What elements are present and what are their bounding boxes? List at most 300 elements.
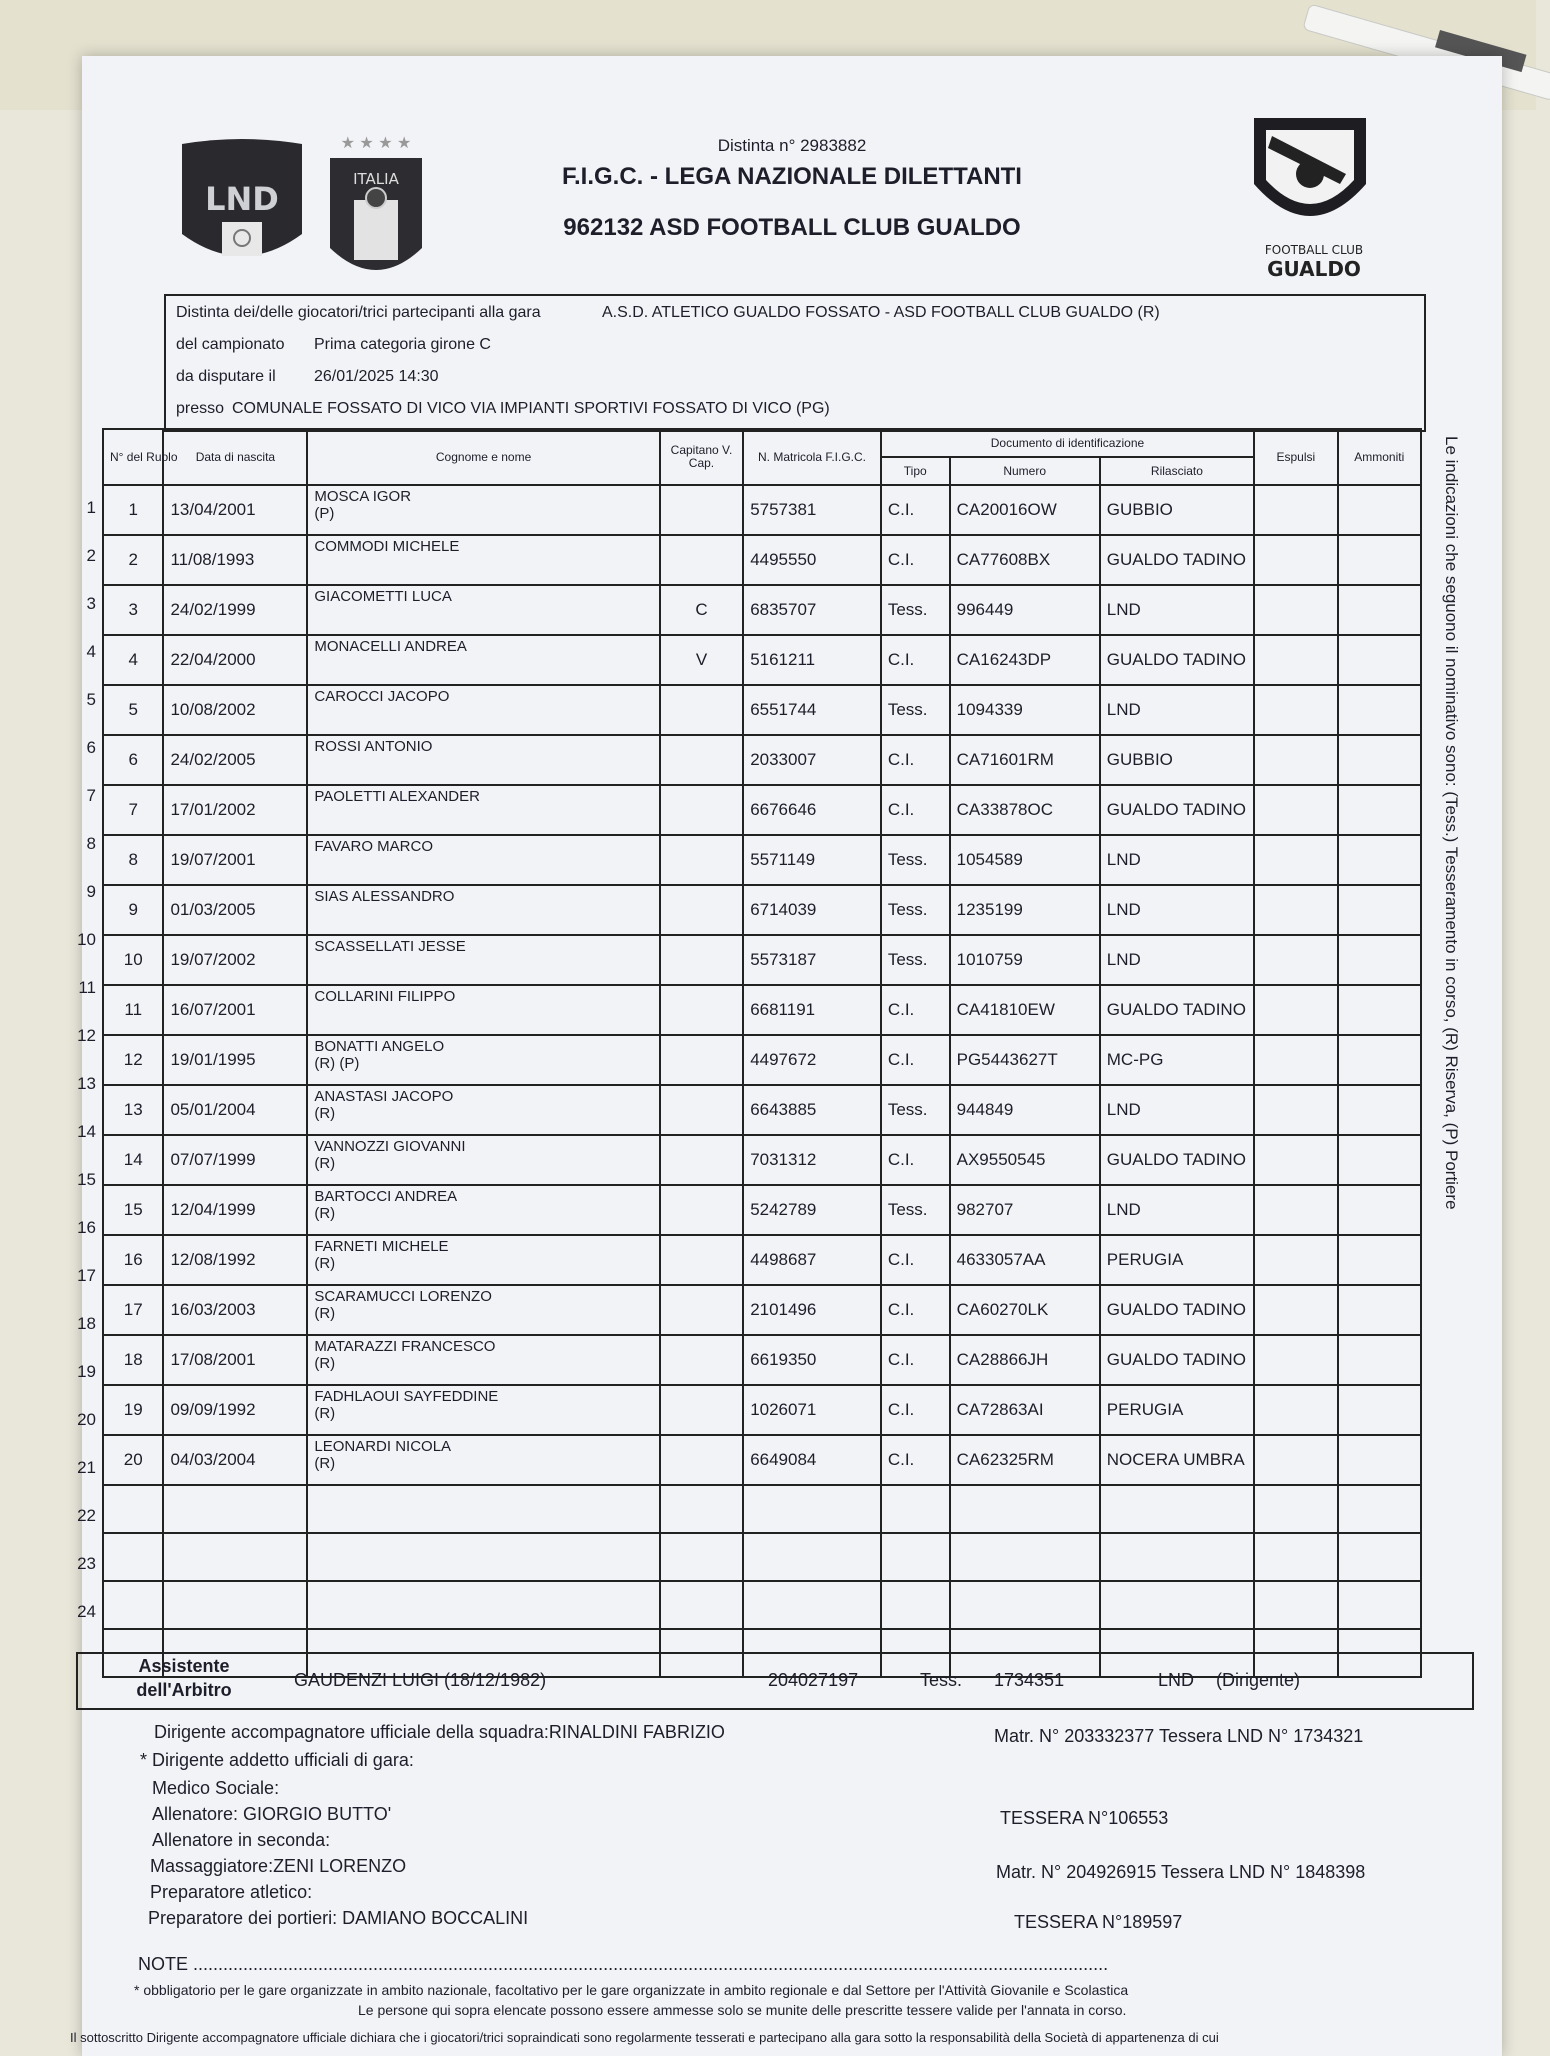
cell-ammoniti (1338, 735, 1421, 785)
cell-ammoniti (1338, 835, 1421, 885)
player-name: SCARAMUCCI LORENZO (314, 1288, 492, 1305)
date-label: da disputare il (176, 368, 276, 385)
cell-rilasciato: LND (1100, 1185, 1254, 1235)
table-row (103, 1285, 1421, 1335)
cell-numero: CA20016OW (950, 485, 1100, 535)
cell-nome (307, 1235, 659, 1285)
empty-cell (307, 1485, 659, 1533)
cell-matricola: 5573187 (743, 935, 881, 985)
cell-cap (660, 785, 743, 835)
cell-ammoniti (1338, 535, 1421, 585)
cell-nascita: 17/01/2002 (163, 785, 307, 835)
player-name: ANASTASI JACOPO (314, 1088, 454, 1105)
assistant-ruolo: (Dirigente) (1216, 1670, 1301, 1690)
row-number: 20 (77, 1410, 96, 1429)
col-espulsi: Espulsi (1254, 429, 1337, 485)
row-number: 3 (86, 594, 96, 613)
col-nascita: Data di nascita (163, 429, 307, 485)
pen-icon (1290, 0, 1550, 60)
cell-numero: CA72863AI (950, 1385, 1100, 1435)
cell-matricola: 4498687 (743, 1235, 881, 1285)
cell-matricola: 6649084 (743, 1435, 881, 1485)
row-number: 7 (86, 786, 96, 805)
cell-matricola: 5571149 (743, 835, 881, 885)
cell-ruolo: 5 (103, 685, 163, 735)
row-number: 8 (86, 834, 96, 853)
row-number: 5 (86, 690, 96, 709)
championship-label: del campionato (176, 336, 285, 353)
table-row (103, 535, 1421, 585)
cell-numero: 996449 (950, 585, 1100, 635)
cell-ammoniti (1338, 635, 1421, 685)
empty-cell (307, 1581, 659, 1629)
cell-cap (660, 1285, 743, 1335)
cell-cap (660, 835, 743, 885)
cell-rilasciato: GUALDO TADINO (1100, 535, 1254, 585)
assistant-matricola: 204027197 (768, 1670, 859, 1690)
cell-numero: CA16243DP (950, 635, 1100, 685)
cell-nascita: 24/02/2005 (163, 735, 307, 785)
cell-nome (307, 485, 659, 535)
player-name: PAOLETTI ALEXANDER (314, 788, 480, 805)
cell-tipo: C.I. (881, 735, 950, 785)
cell-numero: CA77608BX (950, 535, 1100, 585)
allenatore-seconda: Allenatore in seconda: (152, 1830, 331, 1850)
cell-matricola: 4495550 (743, 535, 881, 585)
cell-espulsi (1254, 885, 1337, 935)
cell-cap (660, 1135, 743, 1185)
cell-rilasciato: LND (1100, 835, 1254, 885)
svg-text:★ ★ ★ ★: ★ ★ ★ ★ (340, 135, 412, 152)
cell-numero: CA71601RM (950, 735, 1100, 785)
row-number: 22 (77, 1506, 96, 1525)
col-capitano: Capitano V. Cap. (660, 429, 743, 485)
cell-ammoniti (1338, 1235, 1421, 1285)
cell-nascita: 19/07/2002 (163, 935, 307, 985)
empty-cell (163, 1581, 307, 1629)
cell-nascita: 12/04/1999 (163, 1185, 307, 1235)
row-number: 24 (77, 1602, 96, 1621)
cell-tipo: C.I. (881, 985, 950, 1035)
cell-nome (307, 635, 659, 685)
row-number: 18 (77, 1314, 96, 1333)
col-tipo: Tipo (881, 457, 950, 485)
empty-cell (163, 1485, 307, 1533)
cell-cap (660, 1235, 743, 1285)
cell-nascita: 17/08/2001 (163, 1335, 307, 1385)
row-number: 13 (77, 1074, 96, 1093)
cell-nome (307, 1435, 659, 1485)
cell-ammoniti (1338, 1135, 1421, 1185)
cell-ruolo: 9 (103, 885, 163, 935)
cell-tipo: Tess. (881, 935, 950, 985)
cell-espulsi (1254, 535, 1337, 585)
venue-label: presso (176, 400, 225, 417)
cell-nascita: 13/04/2001 (163, 485, 307, 535)
cell-rilasciato: GUALDO TADINO (1100, 1285, 1254, 1335)
table-row (103, 735, 1421, 785)
cell-nascita: 24/02/1999 (163, 585, 307, 635)
cell-nascita: 07/07/1999 (163, 1135, 307, 1185)
empty-cell (881, 1581, 950, 1629)
cell-nome (307, 1335, 659, 1385)
cell-nome (307, 935, 659, 985)
cell-ammoniti (1338, 585, 1421, 635)
player-name: CAROCCI JACOPO (314, 688, 450, 705)
portieri-tessera: TESSERA N°189597 (1014, 1912, 1183, 1932)
col-rilasciato: Rilasciato (1100, 457, 1254, 485)
cell-tipo: Tess. (881, 885, 950, 935)
players-table (102, 428, 1422, 1678)
cell-espulsi (1254, 735, 1337, 785)
cell-tipo: Tess. (881, 1185, 950, 1235)
cell-tipo: C.I. (881, 485, 950, 535)
cell-numero: 1235199 (950, 885, 1100, 935)
row-number: 6 (86, 738, 96, 757)
player-name: MONACELLI ANDREA (314, 638, 467, 655)
distinta-number: Distinta n° 2983882 (717, 136, 867, 155)
cell-rilasciato: GUBBIO (1100, 485, 1254, 535)
cell-cap (660, 1335, 743, 1385)
cell-tipo: C.I. (881, 1135, 950, 1185)
cell-matricola: 6681191 (743, 985, 881, 1035)
cell-numero: AX9550545 (950, 1135, 1100, 1185)
cell-cap (660, 1085, 743, 1135)
empty-cell (1338, 1533, 1421, 1581)
cell-rilasciato: PERUGIA (1100, 1235, 1254, 1285)
cell-nome (307, 835, 659, 885)
cell-nascita: 22/04/2000 (163, 635, 307, 685)
cell-ammoniti (1338, 785, 1421, 835)
cell-ruolo: 18 (103, 1335, 163, 1385)
cell-rilasciato: GUALDO TADINO (1100, 985, 1254, 1035)
dirigente-addetto: * Dirigente addetto ufficiali di gara: (140, 1750, 414, 1770)
cell-tipo: C.I. (881, 785, 950, 835)
player-name: COMMODI MICHELE (314, 538, 460, 555)
match-date: 26/01/2025 14:30 (314, 368, 439, 385)
cell-tipo: C.I. (881, 535, 950, 585)
table-row (103, 785, 1421, 835)
cell-tipo: C.I. (881, 1335, 950, 1385)
cell-ruolo: 8 (103, 835, 163, 885)
table-row (103, 985, 1421, 1035)
cell-ruolo: 4 (103, 635, 163, 685)
player-note: (R) (314, 1155, 336, 1172)
cell-cap (660, 685, 743, 735)
row-number: 17 (77, 1266, 96, 1285)
cell-tipo: Tess. (881, 585, 950, 635)
empty-cell (1338, 1581, 1421, 1629)
empty-cell (1254, 1533, 1337, 1581)
cell-espulsi (1254, 1085, 1337, 1135)
cell-espulsi (1254, 1035, 1337, 1085)
player-name: BARTOCCI ANDREA (314, 1188, 458, 1205)
cell-ammoniti (1338, 485, 1421, 535)
cell-ruolo: 14 (103, 1135, 163, 1185)
cell-ammoniti (1338, 685, 1421, 735)
cell-rilasciato: GUALDO TADINO (1100, 635, 1254, 685)
cell-nome (307, 685, 659, 735)
cell-ruolo: 10 (103, 935, 163, 985)
cell-ruolo: 6 (103, 735, 163, 785)
empty-cell (103, 1533, 163, 1581)
row-number: 16 (77, 1218, 96, 1237)
assistant-label-2: dell'Arbitro (136, 1680, 232, 1700)
empty-cell (163, 1533, 307, 1581)
row-number: 10 (77, 930, 96, 949)
empty-cell (881, 1485, 950, 1533)
player-note: (R) (314, 1105, 336, 1122)
players-label: Distinta dei/delle giocatori/trici partecipanti alla gara (176, 304, 541, 321)
cell-matricola: 5242789 (743, 1185, 881, 1235)
cell-tipo: C.I. (881, 1435, 950, 1485)
preparatore-atletico: Preparatore atletico: (150, 1882, 313, 1902)
cell-matricola: 6643885 (743, 1085, 881, 1135)
cell-nome (307, 1035, 659, 1085)
team-sheet (70, 56, 1502, 2056)
cell-rilasciato: LND (1100, 1085, 1254, 1135)
cell-matricola: 6714039 (743, 885, 881, 935)
cell-matricola: 6835707 (743, 585, 881, 635)
cell-ammoniti (1338, 1085, 1421, 1135)
cell-espulsi (1254, 785, 1337, 835)
empty-cell (1254, 1485, 1337, 1533)
empty-cell (1254, 1581, 1337, 1629)
empty-cell (103, 1581, 163, 1629)
cell-cap (660, 1185, 743, 1235)
empty-cell (950, 1533, 1100, 1581)
cell-matricola: 7031312 (743, 1135, 881, 1185)
cell-cap (660, 735, 743, 785)
cell-numero: CA41810EW (950, 985, 1100, 1035)
row-number: 11 (78, 978, 96, 997)
row-number: 19 (77, 1362, 96, 1381)
player-note: (P) (314, 505, 335, 522)
empty-cell (1100, 1533, 1254, 1581)
cell-nascita: 16/07/2001 (163, 985, 307, 1035)
row-number: 2 (86, 546, 96, 565)
assistant-name: GAUDENZI LUIGI (18/12/1982) (294, 1670, 547, 1690)
cell-matricola: 6676646 (743, 785, 881, 835)
cell-cap (660, 985, 743, 1035)
player-name: ROSSI ANTONIO (314, 738, 433, 755)
empty-cell (1338, 1485, 1421, 1533)
massaggiatore-tessera: Matr. N° 204926915 Tessera LND N° 1848398 (996, 1862, 1366, 1882)
cell-cap (660, 885, 743, 935)
cell-espulsi (1254, 1235, 1337, 1285)
cell-cap (660, 935, 743, 985)
cell-cap: C (660, 585, 743, 635)
empty-row (103, 1581, 1421, 1629)
table-row (103, 935, 1421, 985)
cell-nascita: 05/01/2004 (163, 1085, 307, 1135)
cell-ruolo: 2 (103, 535, 163, 585)
allenatore-tessera: TESSERA N°106553 (1000, 1808, 1169, 1828)
cell-ammoniti (1338, 985, 1421, 1035)
cell-numero: 944849 (950, 1085, 1100, 1135)
empty-row (103, 1485, 1421, 1533)
table-row (103, 1385, 1421, 1435)
player-note: (R) (314, 1205, 336, 1222)
svg-text:GUALDO: GUALDO (1267, 257, 1361, 281)
cell-espulsi (1254, 1435, 1337, 1485)
table-row (103, 1135, 1421, 1185)
cell-rilasciato: NOCERA UMBRA (1100, 1435, 1254, 1485)
table-row (103, 1335, 1421, 1385)
assistant-numero: 1734351 (994, 1670, 1065, 1690)
venue: COMUNALE FOSSATO DI VICO VIA IMPIANTI SPORTIVI FOSSATO DI VICO (PG) (232, 400, 830, 417)
empty-cell (950, 1485, 1100, 1533)
player-name: GIACOMETTI LUCA (314, 588, 452, 605)
cell-tipo: C.I. (881, 1035, 950, 1085)
cell-nome (307, 735, 659, 785)
assistant-label-1: Assistente (138, 1656, 230, 1676)
cell-nascita: 16/03/2003 (163, 1285, 307, 1335)
cell-nome (307, 1185, 659, 1235)
cell-rilasciato: LND (1100, 885, 1254, 935)
player-name: FARNETI MICHELE (314, 1238, 449, 1255)
cell-matricola: 6619350 (743, 1335, 881, 1385)
empty-cell (307, 1533, 659, 1581)
col-nome: Cognome e nome (307, 429, 659, 485)
cell-ammoniti (1338, 1435, 1421, 1485)
cell-ruolo: 20 (103, 1435, 163, 1485)
legend-side-note: Le indicazioni che seguono il nominativo sono: (Tess.) Tesseramento in corso, (R) Riserva, (P) Portiere (1442, 436, 1461, 1210)
cell-matricola: 5757381 (743, 485, 881, 535)
table-row (103, 685, 1421, 735)
player-name: LEONARDI NICOLA (314, 1438, 452, 1455)
cell-tipo: Tess. (881, 685, 950, 735)
cell-matricola: 2033007 (743, 735, 881, 785)
cell-espulsi (1254, 485, 1337, 535)
svg-text:ITALIA: ITALIA (353, 170, 399, 188)
allenatore: Allenatore: GIORGIO BUTTO' (152, 1804, 392, 1824)
cell-ruolo: 3 (103, 585, 163, 635)
cell-espulsi (1254, 1385, 1337, 1435)
cell-tipo: C.I. (881, 1235, 950, 1285)
svg-text:LND: LND (205, 180, 279, 218)
table-row (103, 1435, 1421, 1485)
empty-row (103, 1533, 1421, 1581)
cell-nascita: 11/08/1993 (163, 535, 307, 585)
cell-nascita: 19/01/1995 (163, 1035, 307, 1085)
cell-espulsi (1254, 1285, 1337, 1335)
cell-rilasciato: PERUGIA (1100, 1385, 1254, 1435)
player-note: (R) (314, 1405, 336, 1422)
cell-matricola: 5161211 (743, 635, 881, 685)
preparatore-portieri: Preparatore dei portieri: DAMIANO BOCCALINI (148, 1908, 529, 1928)
lnd-logo-icon (178, 138, 306, 278)
cell-espulsi (1254, 635, 1337, 685)
cell-espulsi (1254, 935, 1337, 985)
col-ruolo: N° del Ruolo (103, 429, 163, 485)
cell-tipo: C.I. (881, 635, 950, 685)
table-row (103, 1035, 1421, 1085)
table-row (103, 835, 1421, 885)
cell-nascita: 09/09/1992 (163, 1385, 307, 1435)
cell-numero: 1094339 (950, 685, 1100, 735)
footer-line-3: Il sottoscritto Dirigente accompagnatore ufficiale dichiara che i giocatori/trici sopraindicati sono regolarmente tesserati e partecipano alla gara sotto la responsabilità della Società di appartenenza di cui (70, 2030, 1219, 2045)
col-matricola: N. Matricola F.I.G.C. (743, 429, 881, 485)
cell-ammoniti (1338, 1385, 1421, 1435)
cell-numero: CA33878OC (950, 785, 1100, 835)
cell-ammoniti (1338, 935, 1421, 985)
cell-nome (307, 785, 659, 835)
empty-cell (1100, 1581, 1254, 1629)
cell-espulsi (1254, 1335, 1337, 1385)
player-note: (R) (314, 1305, 336, 1322)
footer-line-1: * obbligatorio per le gare organizzate in ambito nazionale, facoltativo per le gare organizzate in ambito regionale e dal Settore per l'Attività Giovanile e Scolastica (134, 1982, 1129, 1998)
cell-espulsi (1254, 835, 1337, 885)
col-documento: Documento di identificazione (881, 429, 1254, 457)
cell-espulsi (1254, 1135, 1337, 1185)
cell-espulsi (1254, 685, 1337, 735)
table-row (103, 585, 1421, 635)
cell-numero: CA60270LK (950, 1285, 1100, 1335)
cell-cap (660, 1435, 743, 1485)
cell-numero: 1054589 (950, 835, 1100, 885)
note-line: NOTE ....................................................................................................................................................................................... (138, 1954, 1109, 1974)
empty-cell (950, 1581, 1100, 1629)
cell-ruolo: 11 (103, 985, 163, 1035)
cell-cap (660, 1035, 743, 1085)
cell-ruolo: 1 (103, 485, 163, 535)
assistant-rilasciato: LND (1158, 1670, 1195, 1690)
cell-matricola: 2101496 (743, 1285, 881, 1335)
cell-nascita: 01/03/2005 (163, 885, 307, 935)
table-row (103, 635, 1421, 685)
player-name: MATARAZZI FRANCESCO (314, 1338, 496, 1355)
player-name: SIAS ALESSANDRO (314, 888, 455, 905)
player-name: SCASSELLATI JESSE (314, 938, 466, 955)
dirigente-tessera: Matr. N° 203332377 Tessera LND N° 1734321 (994, 1726, 1364, 1746)
cell-espulsi (1254, 585, 1337, 635)
cell-nascita: 19/07/2001 (163, 835, 307, 885)
player-name: FAVARO MARCO (314, 838, 433, 855)
cell-ammoniti (1338, 1285, 1421, 1335)
cell-numero: CA28866JH (950, 1335, 1100, 1385)
table-row (103, 1185, 1421, 1235)
empty-cell (1100, 1485, 1254, 1533)
player-note: (R) (314, 1255, 336, 1272)
cell-nascita: 12/08/1992 (163, 1235, 307, 1285)
footer-line-2: Le persone qui sopra elencate possono essere ammesse solo se munite delle prescritte tessere valide per l'annata in corso. (358, 2002, 1127, 2018)
player-name: BONATTI ANGELO (314, 1038, 445, 1055)
player-name: FADHLAOUI SAYFEDDINE (314, 1388, 499, 1405)
cell-nome (307, 1135, 659, 1185)
cell-matricola: 6551744 (743, 685, 881, 735)
col-numero: Numero (950, 457, 1100, 485)
row-number: 14 (77, 1122, 96, 1141)
cell-rilasciato: GUBBIO (1100, 735, 1254, 785)
cell-cap: V (660, 635, 743, 685)
row-number: 21 (77, 1458, 96, 1477)
cell-cap (660, 1385, 743, 1435)
cell-ruolo: 17 (103, 1285, 163, 1335)
cell-nome (307, 985, 659, 1035)
row-number: 12 (77, 1026, 96, 1045)
cell-ruolo: 12 (103, 1035, 163, 1085)
player-name: MOSCA IGOR (314, 488, 412, 505)
table-row (103, 885, 1421, 935)
col-ammoniti: Ammoniti (1338, 429, 1421, 485)
cell-espulsi (1254, 985, 1337, 1035)
cell-rilasciato: LND (1100, 585, 1254, 635)
cell-tipo: Tess. (881, 835, 950, 885)
player-note: (R) (P) (314, 1055, 360, 1072)
medico-sociale: Medico Sociale: (152, 1778, 280, 1798)
cell-rilasciato: LND (1100, 935, 1254, 985)
